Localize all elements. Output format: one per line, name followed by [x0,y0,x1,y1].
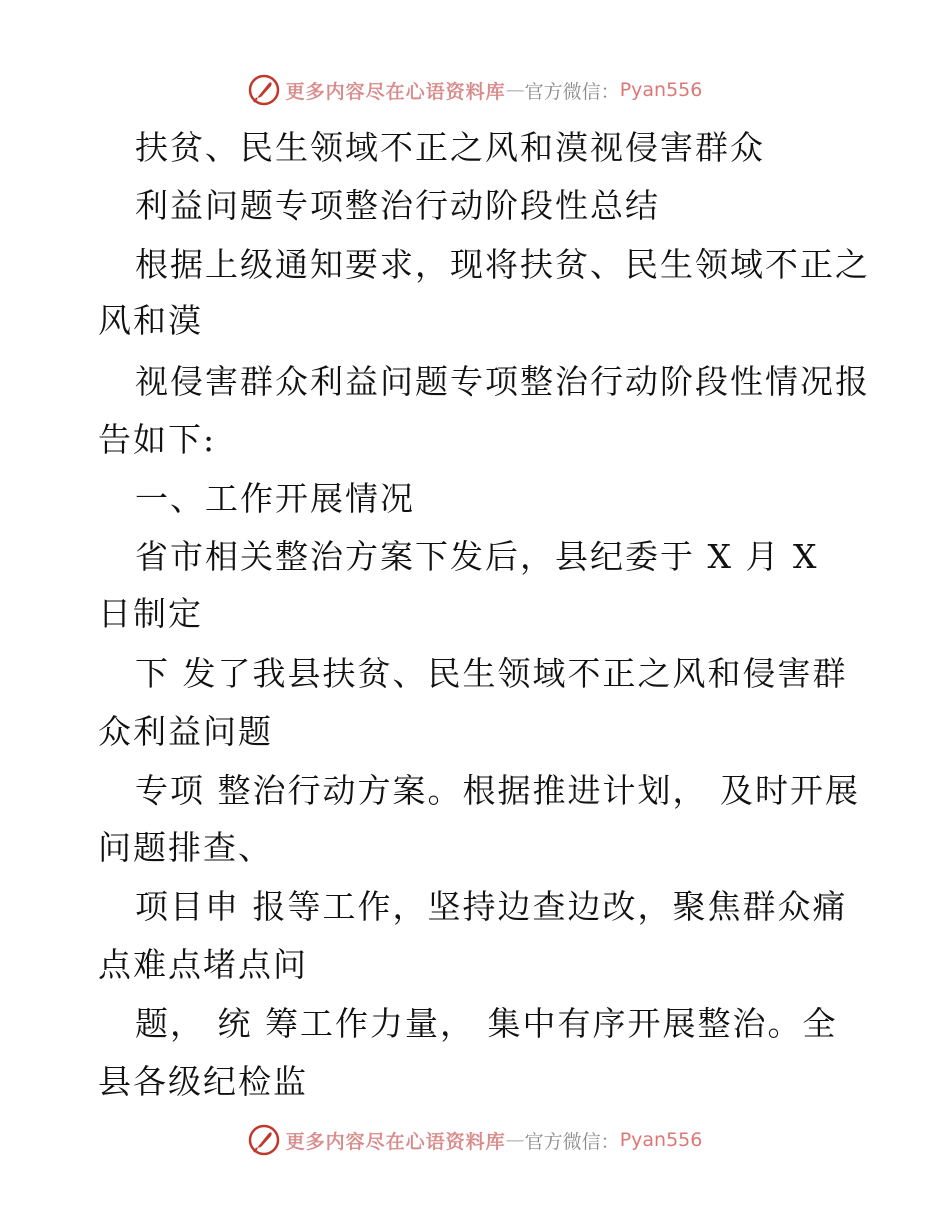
banner-wechat-label: 官方微信： [524,1130,620,1153]
body-line: 问题排查、 [98,828,273,867]
banner-wechat-id: Pyan556 [619,1129,703,1151]
body-line: 省市相关整治方案下发后，县纪委于 X 月 X [135,537,819,576]
body-line: 项目申 报等工作，坚持边查边改，聚焦群众痛 [135,887,848,926]
banner-wechat-label: 官方微信： [524,80,620,103]
banner-wechat-id: Pyan556 [619,79,703,101]
section-heading: 一、工作开展情况 [135,479,415,518]
feather-pen-logo-icon [248,74,280,106]
body-line: 县各级纪检监 [98,1062,308,1101]
doc-title-line-1: 扶贫、民生领域不正之风和漠视侵害群众 [135,128,765,167]
body-line: 根据上级通知要求，现将扶贫、民生领域不正之 [135,245,870,284]
banner-separator: — [505,79,525,101]
body-line: 题， 统 筹工作力量， 集中有序开展整治。全 [135,1004,838,1043]
body-line: 视侵害群众利益问题专项整治行动阶段性情况报 [135,362,870,401]
body-line: 专项 整治行动方案。根据推进计划， 及时开展 [135,771,860,810]
header-banner [0,70,950,110]
doc-title-line-2: 利益问题专项整治行动阶段性总结 [135,186,660,225]
body-line: 风和漠 [98,301,203,340]
body-line: 告如下: [98,420,217,459]
footer-banner [0,1120,950,1160]
body-line: 众利益问题 [98,712,273,751]
body-line: 下 发了我县扶贫、民生领域不正之风和侵害群 [135,654,848,693]
banner-brand-text: 更多内容尽在心语资料库 [285,1130,506,1153]
body-line: 日制定 [98,594,203,633]
body-line: 点难点堵点问 [98,945,308,984]
feather-pen-logo-icon [248,1124,280,1156]
banner-separator: — [505,1129,525,1151]
banner-brand-text: 更多内容尽在心语资料库 [285,80,506,103]
